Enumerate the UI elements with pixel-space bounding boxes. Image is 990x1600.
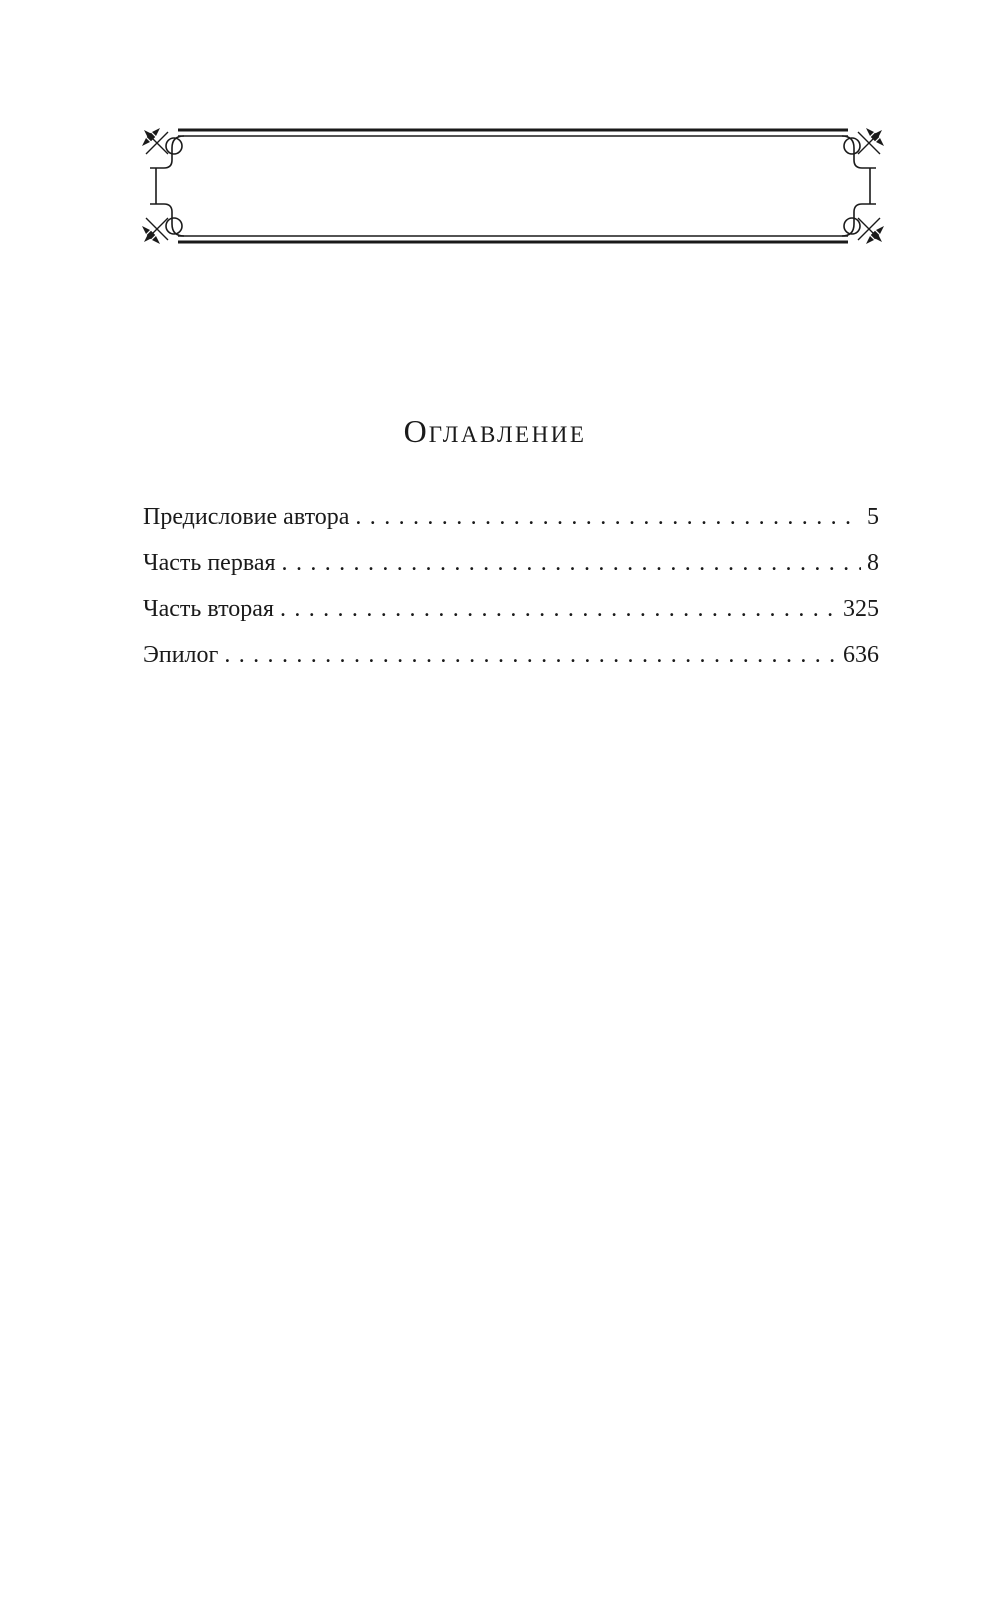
toc-entry-title: Часть первая — [143, 550, 276, 576]
toc-entry-part-two[interactable] — [143, 586, 879, 632]
decorative-frame-icon — [138, 124, 888, 248]
toc-entry-page: 5 — [867, 504, 879, 530]
toc-entry-title: Эпилог — [143, 642, 219, 668]
dot-leader — [224, 632, 837, 678]
table-of-contents — [143, 494, 879, 678]
toc-entry-page: 8 — [867, 550, 879, 576]
page-title — [0, 409, 990, 457]
dot-leader — [280, 586, 837, 632]
toc-entry-part-one[interactable] — [143, 540, 879, 586]
toc-entry-title: Часть вторая — [143, 596, 274, 622]
toc-entry-page: 325 — [843, 596, 879, 622]
toc-entry-page: 636 — [843, 642, 879, 668]
title-rest: ГЛАВЛЕНИЕ — [428, 422, 587, 447]
toc-entry-preface[interactable] — [143, 494, 879, 540]
toc-entry-epilogue[interactable] — [143, 632, 879, 678]
title-initial: О — [403, 413, 429, 449]
dot-leader — [355, 494, 861, 540]
toc-entry-title: Предисловие автора — [143, 504, 350, 530]
dot-leader — [282, 540, 861, 586]
